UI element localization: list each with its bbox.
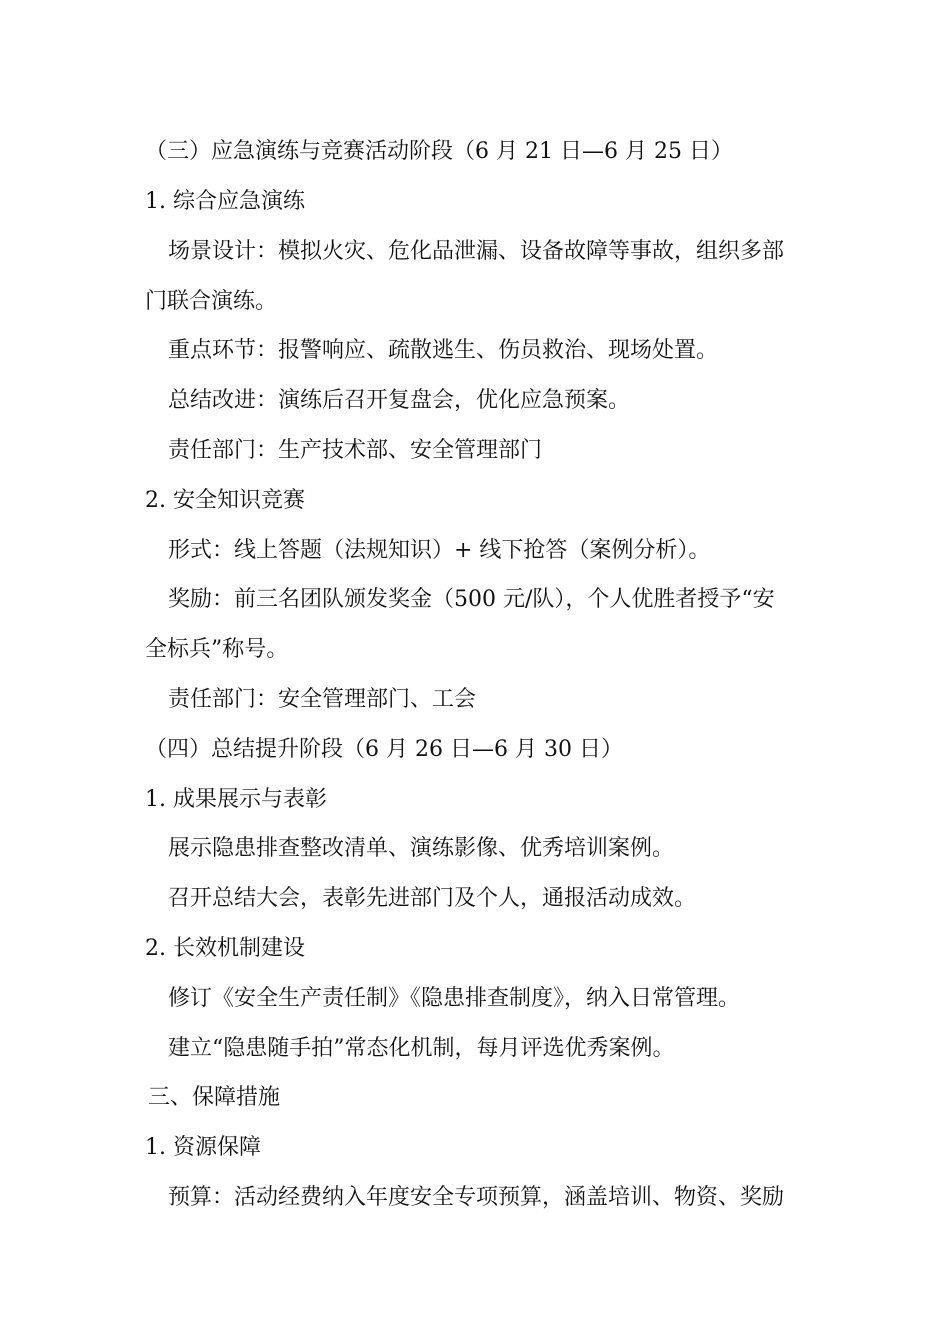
paragraph-line: 召开总结大会，表彰先进部门及个人，通报活动成效。	[168, 886, 697, 911]
paragraph-line: 修订《安全生产责任制》《隐患排查制度》，纳入日常管理。	[168, 986, 741, 1011]
subheading-resources: 1. 资源保障	[145, 1135, 261, 1160]
paragraph-line: 场景设计：模拟火灾、危化品泄漏、设备故障等事故，组织多部	[168, 239, 785, 264]
paragraph-line: 形式：线上答题（法规知识）+ 线下抢答（案例分析）。	[168, 538, 711, 563]
paragraph-line: 责任部门：安全管理部门、工会	[168, 687, 477, 712]
paragraph-line: 责任部门：生产技术部、安全管理部门	[168, 438, 543, 463]
subheading-drill: 1. 综合应急演练	[145, 189, 305, 214]
paragraph-line: 总结改进：演练后召开复盘会，优化应急预案。	[168, 388, 631, 413]
section-heading-4: （四）总结提升阶段（6 月 26 日—6 月 30 日）	[145, 737, 623, 762]
chapter-heading-safeguards: 三、保障措施	[148, 1085, 281, 1110]
subheading-results: 1. 成果展示与表彰	[145, 787, 327, 812]
paragraph-line: 门联合演练。	[145, 289, 278, 314]
subheading-quiz: 2. 安全知识竞赛	[145, 488, 305, 513]
paragraph-line: 展示隐患排查整改清单、演练影像、优秀培训案例。	[168, 836, 675, 861]
paragraph-line: 奖励：前三名团队颁发奖金（500 元/队），个人优胜者授予“安	[168, 587, 775, 612]
paragraph-line: 重点环节：报警响应、疏散逃生、伤员救治、现场处置。	[168, 338, 719, 363]
section-heading-3: （三）应急演练与竞赛活动阶段（6 月 21 日—6 月 25 日）	[145, 139, 733, 164]
paragraph-line: 预算：活动经费纳入年度安全专项预算，涵盖培训、物资、奖励	[168, 1185, 785, 1210]
subheading-mechanism: 2. 长效机制建设	[145, 936, 305, 961]
paragraph-line: 全标兵”称号。	[145, 637, 289, 662]
paragraph-line: 建立“隐患随手拍”常态化机制，每月评选优秀案例。	[168, 1036, 675, 1061]
